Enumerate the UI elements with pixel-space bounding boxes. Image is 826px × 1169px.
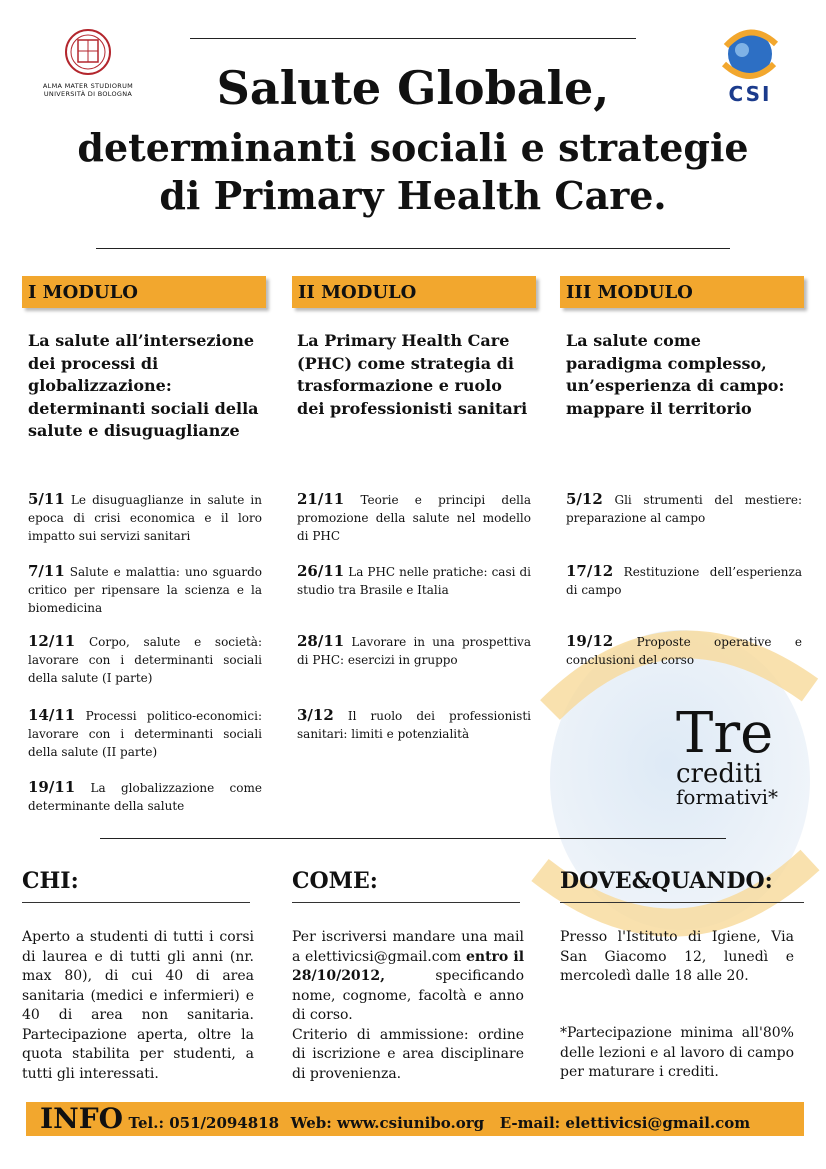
lesson-item [297, 632, 531, 669]
module-3-title: La salute come paradigma complesso, un’esperienza di campo: mappare il territorio [566, 331, 785, 418]
info-line [40, 1102, 750, 1136]
lesson-text: Corpo, salute e società: lavorare con i determinanti sociali della salute (I parte) [28, 635, 262, 685]
lesson-text: Restituzione dell’esperienza di campo [566, 565, 802, 597]
chi-rule [22, 902, 250, 903]
chi-heading: CHI: [22, 868, 79, 894]
lesson-date: 17/12 [566, 562, 614, 580]
dove-text: Presso l'Istituto di Igiene, Via San Giacomo 12, lunedì e mercoledì dalle 18 alle 20. [560, 929, 794, 984]
dove-rule [560, 902, 804, 903]
lesson-item [28, 562, 262, 617]
lesson-date: 28/11 [297, 632, 345, 650]
info-web[interactable]: Web: www.csiunibo.org [290, 1114, 485, 1132]
lesson-text: Processi politico-economici: lavorare con i determinanti sociali della salute (II parte) [28, 709, 262, 759]
lesson-text: Lavorare in una prospettiva di PHC: esercizi in gruppo [297, 635, 531, 667]
lesson-item [566, 490, 802, 527]
lesson-date: 19/11 [28, 778, 76, 796]
info-label: INFO [40, 1102, 123, 1135]
credits-note: *Partecipazione minima all'80% delle lezioni e al lavoro di campo per maturare i crediti. [560, 1025, 794, 1080]
come-rule [292, 902, 520, 903]
come-text-intro: Per iscriversi mandare una mail a elettivicsi@gmail.com [292, 929, 524, 965]
lesson-text: La PHC nelle pratiche: casi di studio tra Brasile e Italia [297, 565, 531, 597]
lesson-item [28, 778, 262, 815]
page-subtitle [0, 124, 826, 220]
subtitle-line-1: determinanti sociali e strategie [77, 125, 749, 170]
lesson-date: 14/11 [28, 706, 76, 724]
lesson-text: Teorie e principi della promozione della salute nel modello di PHC [297, 493, 531, 543]
module-2-heading: II MODULO [292, 276, 536, 308]
lesson-date: 26/11 [297, 562, 345, 580]
lesson-item [297, 706, 531, 743]
info-email[interactable]: E-mail: elettivicsi@gmail.com [499, 1114, 751, 1132]
header-rule [96, 248, 730, 249]
lesson-item [566, 562, 802, 599]
subtitle-line-2: di Primary Health Care. [159, 173, 667, 218]
chi-text: Aperto a studenti di tutti i corsi di laurea e di tutti gli anni (nr. max 80), di cui 40 di area sanitaria (medici e infermieri) e 40 di area non sanitaria. Partecipazione aperta, oltre la quota stabilita per studenti, a tutti gli interessati. [22, 929, 254, 1082]
credits-number: Tre [676, 701, 774, 766]
credits-sublabel: formativi* [676, 785, 779, 809]
lesson-item [28, 632, 262, 687]
come-deadline: entro il 28/10/2012, [292, 948, 525, 984]
come-text [292, 928, 524, 1084]
come-heading: COME: [292, 868, 378, 894]
middle-rule [100, 838, 726, 839]
lesson-text: Salute e malattia: uno sguardo critico per ripensare la scienza e la biomedicina [28, 565, 262, 615]
lesson-item [28, 490, 262, 545]
lesson-item [297, 490, 531, 545]
lesson-date: 5/11 [28, 490, 65, 508]
module-1-heading: I MODULO [22, 276, 266, 308]
lesson-text: La globalizzazione come determinante della salute [28, 781, 262, 813]
lesson-item [28, 706, 262, 761]
come-text-details: specificando nome, cognome, facoltà e anno di corso. [292, 968, 524, 1023]
lesson-date: 21/11 [297, 490, 345, 508]
module-1-title: La salute all’intersezione dei processi di globalizzazione: determinanti sociali della salute e disuguaglianze [28, 331, 259, 440]
lesson-text: Il ruolo dei professionisti sanitari: limiti e potenzialità [297, 709, 531, 741]
lesson-item [566, 632, 802, 669]
page-title: Salute Globale, [216, 61, 610, 115]
info-tel: Tel.: 051/2094818 [128, 1114, 280, 1132]
csi-logo-text: CSI [728, 82, 772, 106]
module-2-title: La Primary Health Care (PHC) come strategia di trasformazione e ruolo dei professionisti sanitari [297, 331, 528, 418]
lesson-date: 3/12 [297, 706, 334, 724]
module-3-heading: III MODULO [560, 276, 804, 308]
credits-label: crediti [676, 759, 763, 789]
lesson-text: Proposte operative e conclusioni del corso [566, 635, 802, 667]
lesson-item [297, 562, 531, 599]
dove-heading: DOVE&QUANDO: [560, 868, 773, 894]
lesson-date: 19/12 [566, 632, 614, 650]
lesson-date: 12/11 [28, 632, 76, 650]
come-criteria: Criterio di ammissione: ordine di iscrizione e area disciplinare di provenienza. [292, 1026, 524, 1082]
lesson-date: 7/11 [28, 562, 65, 580]
lesson-date: 5/12 [566, 490, 603, 508]
lesson-text: Gli strumenti del mestiere: preparazione al campo [566, 493, 802, 525]
top-rule [190, 38, 636, 39]
lesson-text: Le disuguaglianze in salute in epoca di crisi economica e il loro impatto sui servizi sanitari [28, 493, 262, 543]
unibo-logo-text: ALMA MATER STUDIORUM UNIVERSITÀ DI BOLOGNA [42, 82, 134, 98]
